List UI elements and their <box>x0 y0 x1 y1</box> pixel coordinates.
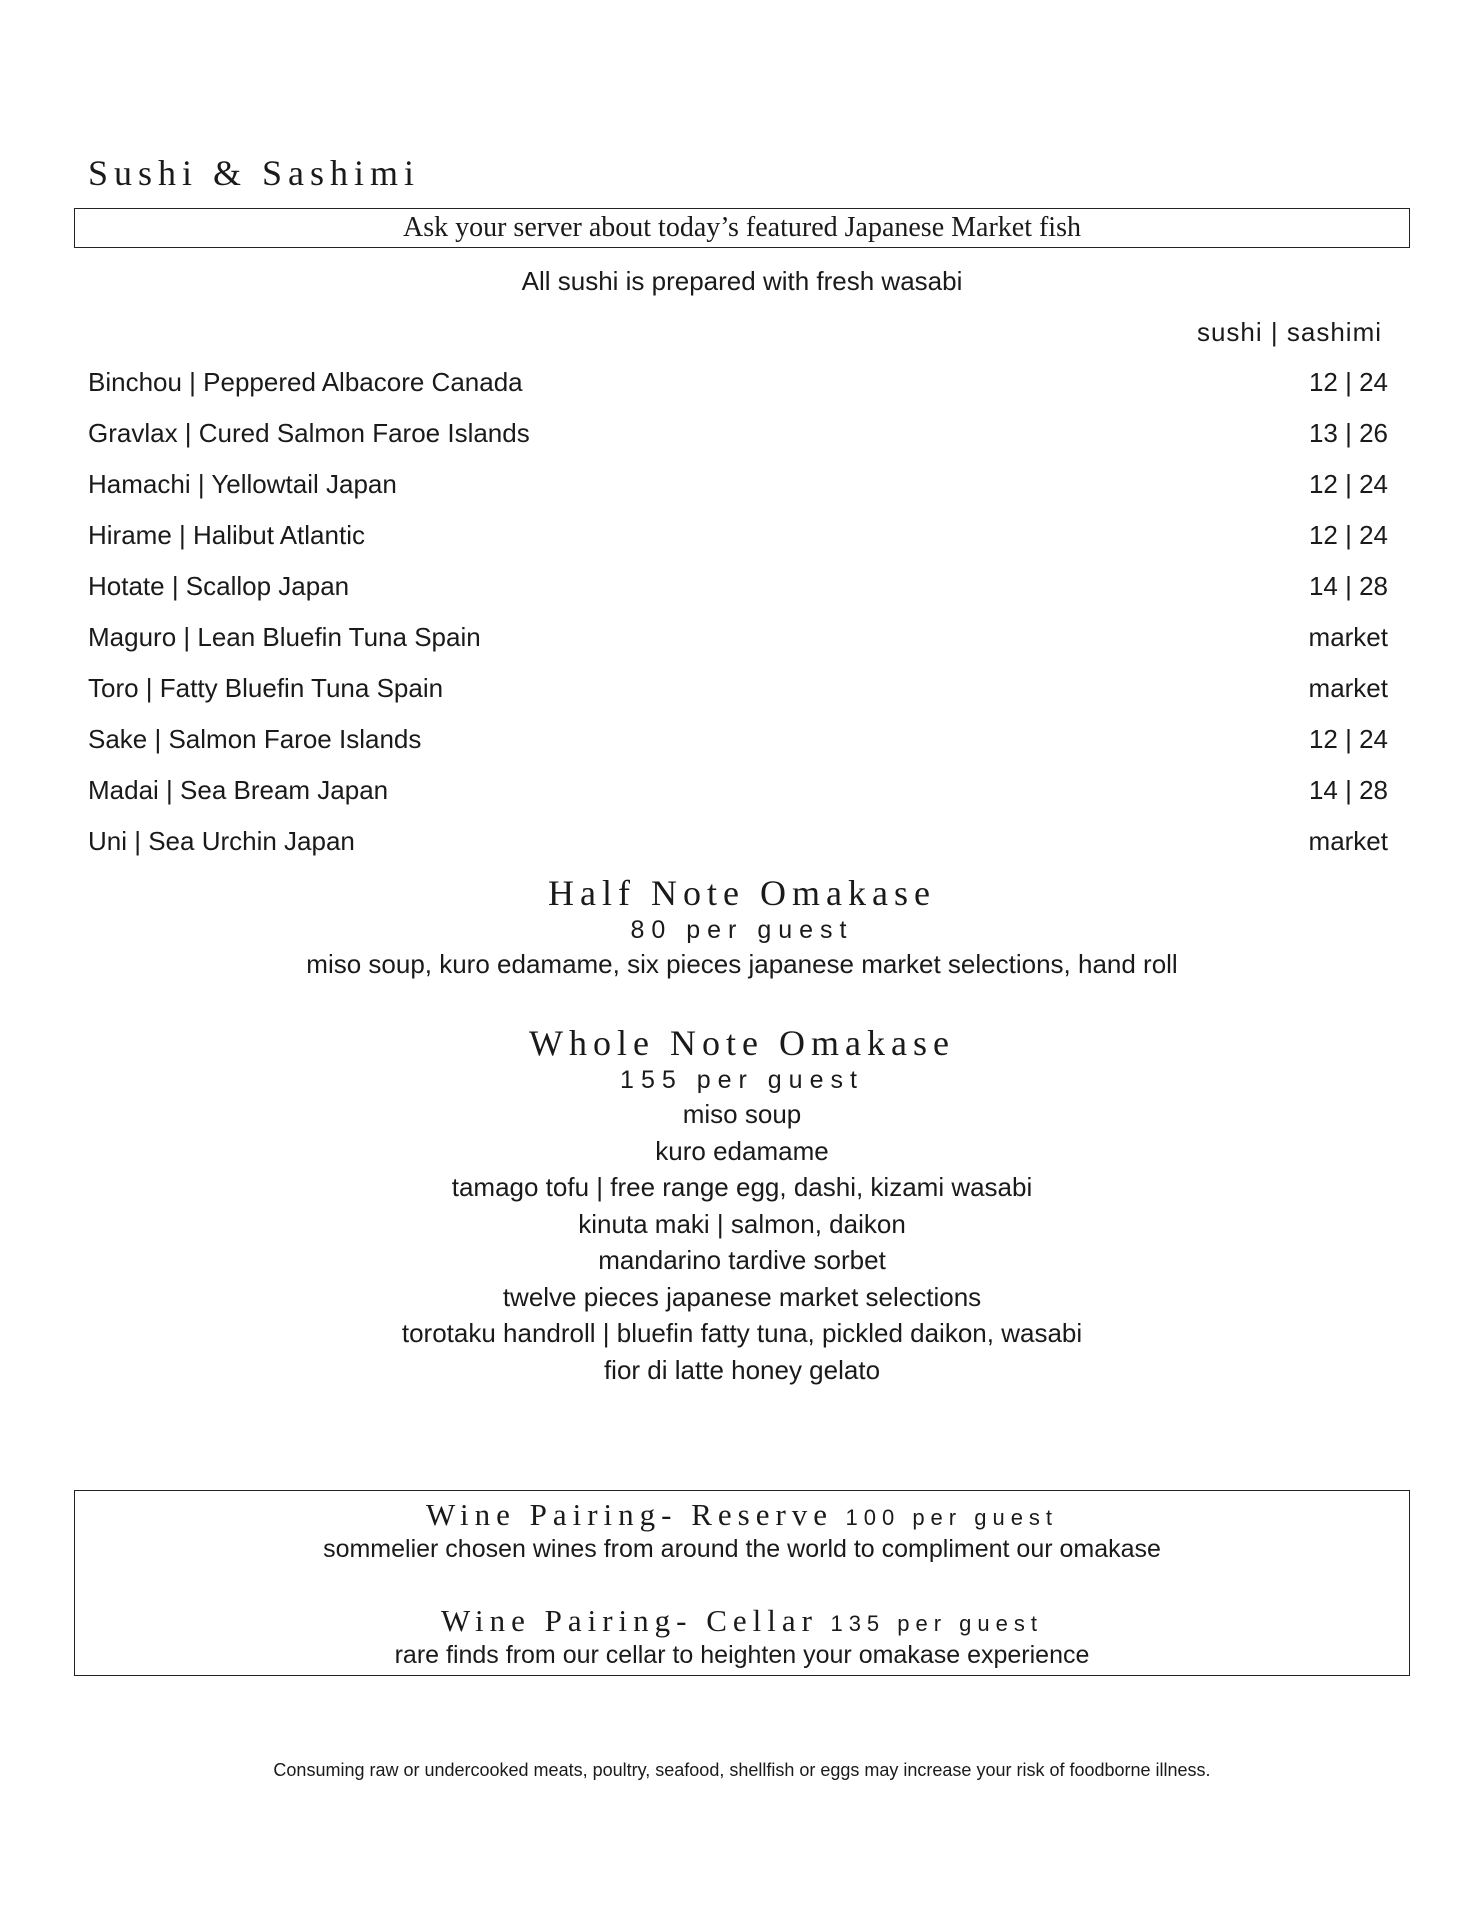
fish-name: Hamachi | Yellowtail Japan <box>88 469 397 499</box>
fish-row <box>88 566 1388 617</box>
wine-cellar <box>75 1603 1409 1671</box>
fish-row <box>88 617 1388 668</box>
half-note-title: Half Note Omakase <box>548 873 936 913</box>
fish-name: Binchou | Peppered Albacore Canada <box>88 367 523 397</box>
wine-reserve-title: Wine Pairing- Reserve <box>425 1497 834 1532</box>
fish-price: market <box>1308 673 1388 703</box>
wine-pairing-box <box>74 1490 1410 1676</box>
fish-row <box>88 770 1388 821</box>
course-item: kinuta maki | salmon, daikon <box>578 1208 906 1239</box>
fish-price: 13 | 26 <box>1308 418 1388 448</box>
wine-reserve-price: 100 per guest <box>845 1505 1059 1530</box>
wine-cellar-price: 135 per guest <box>830 1611 1043 1636</box>
fish-price: market <box>1308 622 1388 652</box>
fish-name: Hirame | Halibut Atlantic <box>88 520 365 550</box>
course-item: miso soup <box>682 1099 802 1129</box>
wasabi-note: All sushi is prepared with fresh wasabi <box>521 266 963 296</box>
course-item: twelve pieces japanese market selections <box>502 1281 982 1312</box>
market-fish-banner: Ask your server about today’s featured Japanese Market fish <box>74 208 1410 248</box>
course-item: fior di latte honey gelato <box>603 1354 881 1385</box>
whole-note-price: 155 per guest <box>620 1066 864 1094</box>
course-item: mandarino tardive sorbet <box>598 1245 886 1275</box>
fish-price: 12 | 24 <box>1308 367 1388 397</box>
fish-price: 14 | 28 <box>1308 775 1388 805</box>
fish-price: 12 | 24 <box>1308 469 1388 499</box>
fish-name: Madai | Sea Bream Japan <box>88 775 389 805</box>
fish-row <box>88 821 1388 872</box>
fish-price: 12 | 24 <box>1308 724 1388 754</box>
section-title: Sushi & Sashimi <box>88 153 421 193</box>
fish-name: Toro | Fatty Bluefin Tuna Spain <box>88 673 444 703</box>
course-item: kuro edamame <box>655 1135 829 1166</box>
fish-row <box>88 668 1388 719</box>
course-item: tamago tofu | free range egg, dashi, kizami wasabi <box>451 1172 1033 1202</box>
half-note-omakase <box>0 872 1484 983</box>
whole-note-omakase <box>0 1022 1484 1388</box>
fish-row <box>88 515 1388 566</box>
price-column-header: sushi | sashimi <box>1196 317 1382 347</box>
fish-price: 12 | 24 <box>1308 520 1388 550</box>
course-item: torotaku handroll | bluefin fatty tuna, pickled daikon, wasabi <box>401 1318 1083 1348</box>
whole-note-title: Whole Note Omakase <box>529 1023 955 1063</box>
fish-row <box>88 362 1388 413</box>
fish-row <box>88 464 1388 515</box>
half-note-price: 80 per guest <box>630 916 854 944</box>
fish-list <box>88 362 1388 872</box>
fish-row <box>88 719 1388 770</box>
fish-price: market <box>1308 826 1388 856</box>
fish-name: Hotate | Scallop Japan <box>88 571 350 601</box>
fish-price: 14 | 28 <box>1308 571 1388 601</box>
wine-cellar-description: rare finds from our cellar to heighten your omakase experience <box>394 1641 1090 1669</box>
half-note-description: miso soup, kuro edamame, six pieces japanese market selections, hand roll <box>306 949 1178 979</box>
fish-name: Gravlax | Cured Salmon Faroe Islands <box>88 418 530 448</box>
fish-row <box>88 413 1388 464</box>
wine-reserve-description: sommelier chosen wines from around the world to compliment our omakase <box>323 1535 1161 1563</box>
fish-name: Sake | Salmon Faroe Islands <box>88 724 422 754</box>
food-safety-disclaimer: Consuming raw or undercooked meats, poultry, seafood, shellfish or eggs may increase your risk of foodborne illness. <box>273 1760 1211 1780</box>
fish-name: Maguro | Lean Bluefin Tuna Spain <box>88 622 481 652</box>
wine-cellar-title: Wine Pairing- Cellar <box>440 1603 818 1638</box>
wine-reserve <box>75 1497 1409 1565</box>
fish-name: Uni | Sea Urchin Japan <box>88 826 355 856</box>
